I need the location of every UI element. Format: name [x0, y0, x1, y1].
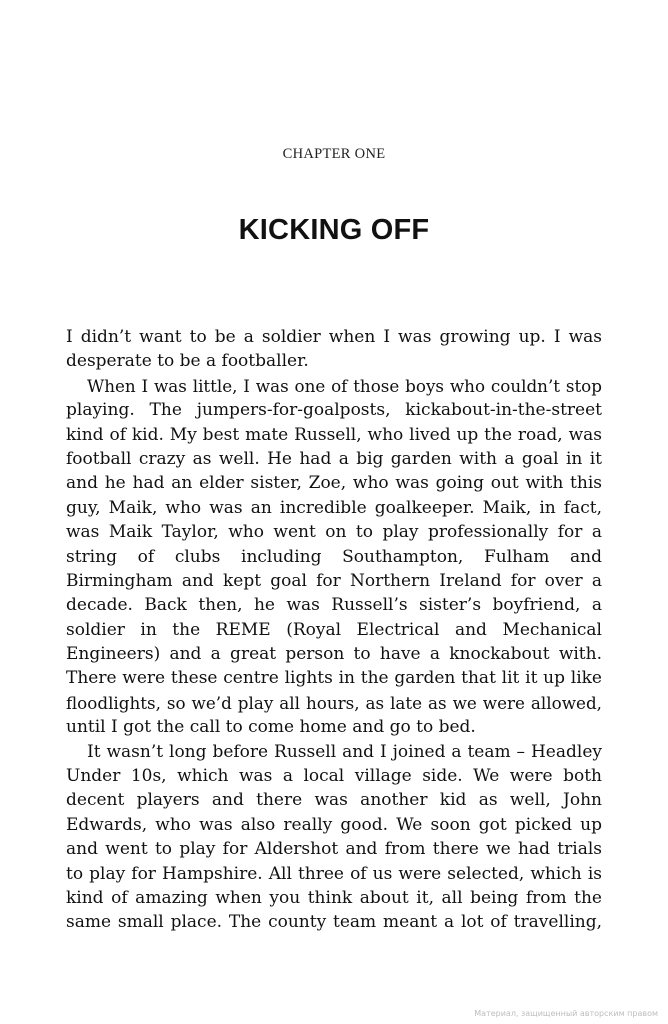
text-line: was Maik Taylor, who went on to play professionally for a	[66, 522, 602, 543]
text-line: There were these centre lights in the garden that lit it up like	[66, 668, 602, 689]
chapter-number: CHAPTER ONE	[282, 146, 386, 162]
text-line: I didn’t want to be a soldier when I was growing up. I was	[66, 327, 602, 347]
text-line: string of clubs including Southampton, Fulham and	[66, 546, 602, 567]
text-line: to play for Hampshire. All three of us were selected, which is	[66, 863, 602, 884]
copyright-watermark: Материал, защищенный авторским правом	[474, 1009, 658, 1018]
text-line: desperate to be a footballer.	[66, 351, 309, 372]
text-line: guy, Maik, who was an incredible goalkeeper. Maik, in fact,	[66, 497, 602, 518]
text-line: kind of kid. My best mate Russell, who lived up the road, was	[66, 424, 602, 445]
text-line: floodlights, so we’d play all hours, as late as we were allowed,	[66, 692, 602, 713]
text-line: Engineers) and a great person to have a knockabout with.	[66, 644, 602, 665]
text-line: Edwards, who was also really good. We soon got picked up	[66, 814, 602, 835]
text-line: same small place. The county team meant a lot of travelling,	[66, 912, 602, 933]
text-line: and went to play for Aldershot and from there we had trials	[66, 839, 602, 860]
text-line: Birmingham and kept goal for Northern Ireland for over a	[66, 570, 602, 591]
text-line: until I got the call to come home and go to bed.	[66, 717, 476, 738]
text-line: football crazy as well. He had a big garden with a goal in it	[66, 448, 602, 469]
text-line: kind of amazing when you think about it, all being from the	[66, 887, 602, 908]
text-line: and he had an elder sister, Zoe, who was going out with this	[66, 473, 602, 494]
text-line: playing. The jumpers-for-goalposts, kickabout-in-the-street	[66, 400, 602, 421]
text-line: decent players and there was another kid as well, John	[66, 790, 602, 811]
text-line: It wasn’t long before Russell and I joined a team – Headley	[87, 741, 602, 762]
chapter-body	[66, 325, 602, 935]
text-line: decade. Back then, he was Russell’s sister’s boyfriend, a	[66, 595, 602, 616]
text-line: When I was little, I was one of those boys who couldn’t stop	[87, 375, 602, 396]
text-line: soldier in the REME (Royal Electrical and Mechanical	[66, 619, 602, 640]
chapter-title: KICKING OFF	[238, 214, 430, 246]
text-line: Under 10s, which was a local village side. We were both	[66, 766, 602, 787]
